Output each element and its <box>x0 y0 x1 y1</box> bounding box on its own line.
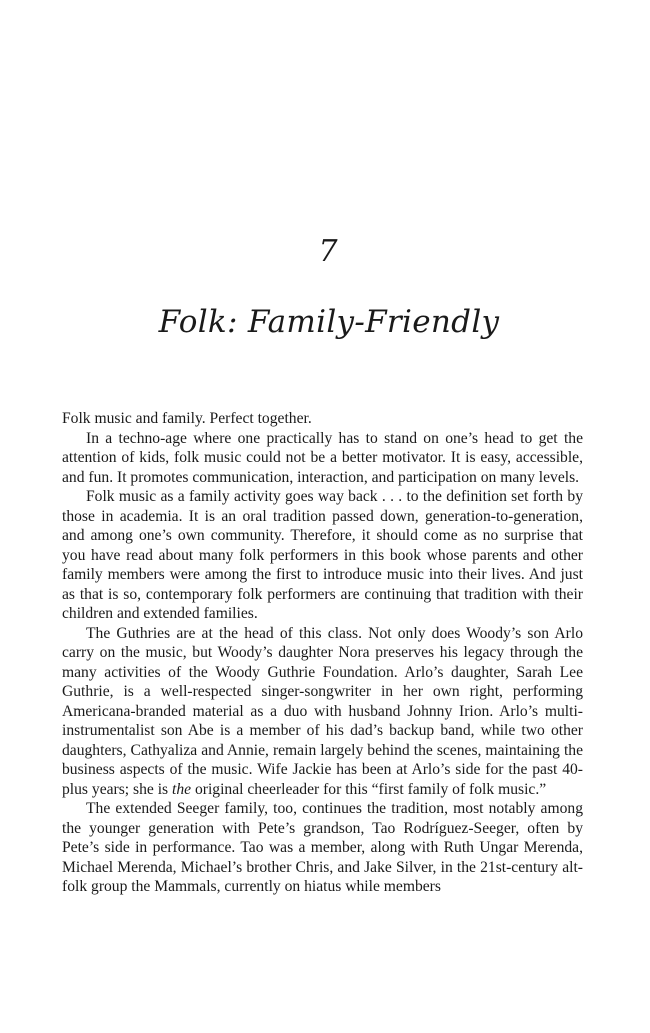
chapter-body <box>62 409 583 897</box>
italic-text: the <box>172 780 192 798</box>
paragraph <box>62 487 583 624</box>
paragraph-text: The Guthries are at the head of this class. Not only does Woody’s son Arlo carry on the music, but Woody’s daughter Nora preserves his legacy through the many activities of the Woody Guthrie Foundation. Arlo’s daughter, Sarah Lee Guthrie, is a well-respected singer-songwriter in her own right, performing Americana-branded material as a duo with husband Johnny Irion. Arlo’s multi-instrumentalist son Abe is a member of his dad’s backup band, while two other daughters, Cathyaliza and Annie, remain largely behind the scenes, maintaining the business aspects of the music. Wife Jackie has been at Arlo’s side for the past 40-plus years; she is <box>62 624 583 798</box>
paragraph-text: In a techno-age where one practically has to stand on one’s head to get the attention of kids, folk music could not be a better motivator. It is easy, accessible, and fun. It promotes communication, interaction, and participation on many levels. <box>62 429 583 486</box>
chapter-number: 7 <box>318 234 338 269</box>
paragraph-text: original cheerleader for this “first family of folk music.” <box>191 780 547 798</box>
paragraph <box>62 409 583 429</box>
paragraph-text: Folk music as a family activity goes way back . . . to the definition set forth by those in academia. It is an oral tradition passed down, generation-to-generation, and among one’s own community. Therefore, it should come as no surprise that you have read about many folk performers in this book whose parents and other family members were among the first to introduce music into their lives. And just as that is so, contemporary folk performers are continuing that tradition with their children and extended families. <box>62 488 583 622</box>
paragraph <box>62 429 583 488</box>
chapter-title: Folk: Family-Friendly <box>158 304 500 340</box>
paragraph-text: Folk music and family. Perfect together. <box>62 410 312 427</box>
paragraph <box>62 624 583 800</box>
paragraph-text: The extended Seeger family, too, continues the tradition, most notably among the younger generation with Pete’s grandson, Tao Rodríguez-Seeger, often by Pete’s side in performance. Tao was a member, along with Ruth Ungar Merenda, Michael Merenda, Michael’s brother Chris, and Jake Silver, in the 21st-century alt-folk group the Mammals, currently on hiatus while members <box>62 800 583 895</box>
paragraph <box>62 799 583 897</box>
